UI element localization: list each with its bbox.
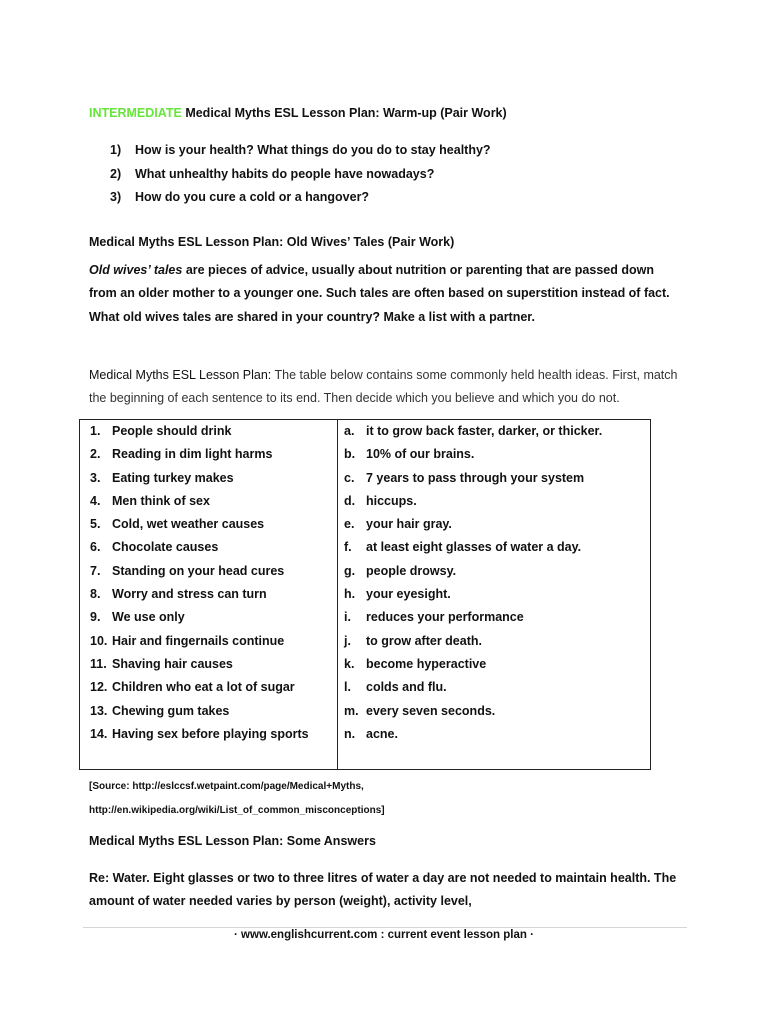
table-row: 6. Chocolate causes — [90, 540, 219, 555]
table-row: 2. Reading in dim light harms — [90, 447, 273, 462]
warmup-question: 1) How is your health? What things do you do to stay healthy? — [110, 143, 491, 157]
footer-divider — [83, 927, 687, 928]
table-row: g. people drowsy. — [344, 563, 457, 578]
table-row: 9. We use only — [90, 610, 185, 625]
table-row: d. hiccups. — [344, 493, 417, 508]
page-footer: · www.englishcurrent.com : current event lesson plan · — [234, 929, 534, 941]
matching-table — [79, 419, 651, 770]
level-label: INTERMEDIATE — [89, 106, 182, 120]
warmup-question: 2) What unhealthy habits do people have nowadays? — [110, 166, 435, 181]
source-line: [Source: http://eslccsf.wetpaint.com/page/Medical+Myths, — [89, 781, 364, 792]
table-row: 11. Shaving hair causes — [90, 656, 233, 671]
warmup-question-list — [110, 142, 491, 213]
answers-paragraph: Re: Water. Eight glasses or two to three litres of water a day are not needed to maintain health. The amount of water needed varies by person (weight), activity level, — [89, 871, 677, 909]
table-row: h. your eyesight. — [344, 587, 451, 602]
sentence-endings-column — [338, 420, 650, 769]
table-row: 3. Eating turkey makes — [90, 470, 234, 485]
table-row: 4. Men think of sex — [90, 493, 210, 508]
old-wives-term: Old wives’ tales — [89, 263, 183, 277]
table-row: e. your hair gray. — [344, 517, 452, 532]
page-title — [89, 106, 507, 120]
table-row: i. reduces your performance — [344, 610, 524, 625]
table-row: c. 7 years to pass through your system — [344, 470, 585, 485]
table-row: n. acne. — [344, 726, 398, 741]
table-row: f. at least eight glasses of water a day. — [344, 540, 582, 555]
table-row: 10. Hair and fingernails continue — [90, 633, 285, 648]
table-row: m. every seven seconds. — [344, 703, 496, 718]
table-row: 8. Worry and stress can turn — [90, 587, 267, 602]
warmup-question: 3) How do you cure a cold or a hangover? — [110, 190, 370, 204]
matching-intro: Medical Myths ESL Lesson Plan: The table below contains some commonly held health ideas. First, match the beginning of each sentence to its end. Then decide which you believe and which you do not. — [89, 368, 678, 405]
matching-intro-lead: Medical Myths ESL Lesson Plan: — [89, 368, 272, 382]
source-citation — [89, 775, 385, 823]
table-row: 14. Having sex before playing sports — [90, 726, 309, 741]
table-row: 12. Children who eat a lot of sugar — [90, 680, 295, 695]
table-row: a. it to grow back faster, darker, or thicker. — [344, 424, 603, 438]
sentence-beginnings-column — [80, 420, 338, 769]
answers-heading: Medical Myths ESL Lesson Plan: Some Answers — [89, 834, 376, 848]
table-row: 5. Cold, wet weather causes — [90, 517, 265, 532]
table-row: b. 10% of our brains. — [344, 447, 475, 462]
source-line: http://en.wikipedia.org/wiki/List_of_common_misconceptions] — [89, 805, 385, 816]
table-row: 1. People should drink — [90, 424, 232, 438]
title-text: Medical Myths ESL Lesson Plan: Warm-up (Pair Work) — [185, 106, 507, 120]
table-row: 7. Standing on your head cures — [90, 563, 285, 578]
table-row: l. colds and flu. — [344, 680, 447, 695]
table-row: 13. Chewing gum takes — [90, 703, 230, 718]
old-wives-heading: Medical Myths ESL Lesson Plan: Old Wives’ Tales (Pair Work) — [89, 235, 455, 249]
table-row: k. become hyperactive — [344, 656, 487, 671]
old-wives-paragraph: Old wives’ tales are pieces of advice, usually about nutrition or parenting that are passed down from an older mother to a younger one. Such tales are often based on superstition instead of fact. What old wives tales are shared in your country? Make a list with a partner. — [89, 263, 670, 324]
table-row: j. to grow after death. — [344, 633, 482, 648]
